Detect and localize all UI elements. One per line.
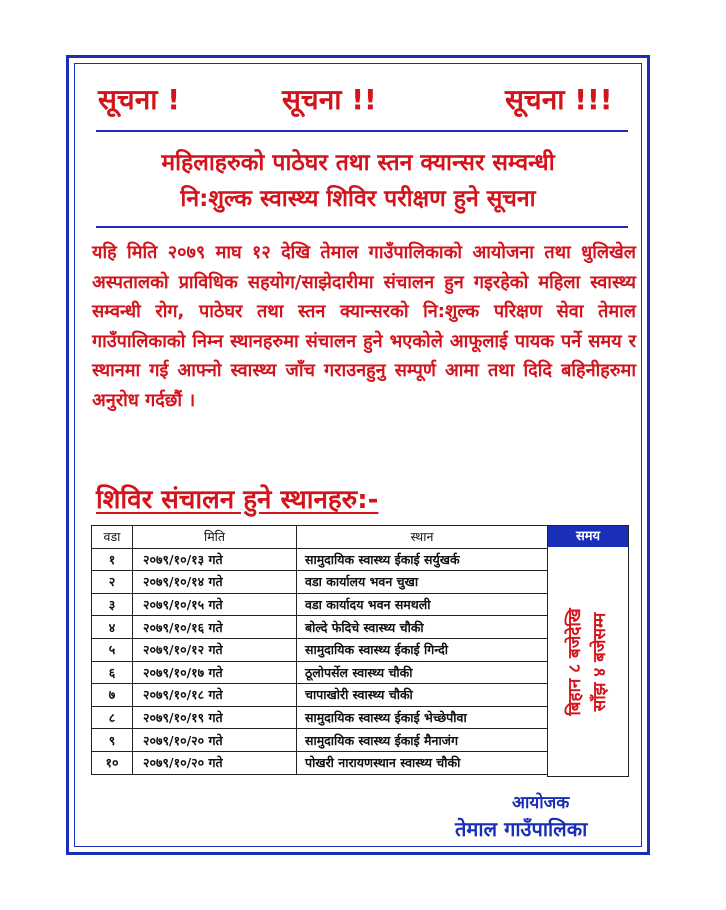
headline-notice-2: सूचना !! xyxy=(282,83,377,116)
table-row xyxy=(92,593,548,616)
place-cell: सामुदायिक स्वास्थ्य ईकाई भेच्छेपौवा xyxy=(297,706,548,729)
ward-cell: ३ xyxy=(92,593,133,616)
header-date: मिति xyxy=(133,526,297,549)
ward-cell: १ xyxy=(92,548,133,571)
place-cell: ठूलोपर्सेल स्वास्थ्य चौकी xyxy=(297,661,548,684)
header-time: समय xyxy=(548,526,628,547)
table-row xyxy=(92,706,548,729)
ward-cell: ८ xyxy=(92,706,133,729)
venues-heading: शिविर संचालन हुने स्थानहरु:- xyxy=(96,485,379,515)
ward-cell: ९ xyxy=(92,729,133,752)
subtitle-line-1: महिलाहरुको पाठेघर तथा स्तन क्यान्सर सम्वन्धी xyxy=(161,150,555,176)
time-text xyxy=(563,557,613,767)
schedule-table xyxy=(91,525,548,775)
date-cell: २०७९/१०/१७ गते xyxy=(133,661,297,684)
place-cell: सामुदायिक स्वास्थ्य ईकाई मैनाजंग xyxy=(297,729,548,752)
table-row xyxy=(92,751,548,774)
table-row xyxy=(92,548,548,571)
place-cell: वडा कार्यालय भवन चुखा xyxy=(297,571,548,594)
time-text-wrap xyxy=(548,548,628,776)
subtitle-line-2: नि:शुल्क स्वास्थ्य शिविर परीक्षण हुने सूचना xyxy=(180,186,536,212)
ward-cell: १० xyxy=(92,751,133,774)
date-cell: २०७९/१०/१५ गते xyxy=(133,593,297,616)
table-row xyxy=(92,616,548,639)
notice-body: यहि मिति २०७९ माघ १२ देखि तेमाल गाउँपालिकाको आयोजना तथा धुलिखेल अस्पतालको प्राविधिक सहयोग/साझेदारीमा संचालन हुन गइरहेको महिला स्वास्थ्य सम्वन्धी रोग, पाठेघर तथा स्तन क्यान्सरको नि:शुल्क परिक्षण सेवा तेमाल गाउँपालिकाको निम्न स्थानहरुमा संचालन हुने भएकोले आफूलाई पायक पर्ने समय र स्थानमा गई आफ्नो स्वास्थ्य जाँच गराउनहुनु सम्पूर्ण आमा तथा दिदि बहिनीहरुमा अनुरोध गर्दछौं । xyxy=(92,242,636,411)
place-cell: बोल्दे फेदिचे स्वास्थ्य चौकी xyxy=(297,616,548,639)
date-cell: २०७९/१०/२० गते xyxy=(133,729,297,752)
table-header-row xyxy=(92,526,548,549)
place-cell: पोखरी नारायणस्थान स्वास्थ्य चौकी xyxy=(297,751,548,774)
place-cell: चापाखोरी स्वास्थ्य चौकी xyxy=(297,684,548,707)
date-cell: २०७९/१०/१६ गते xyxy=(133,616,297,639)
divider-top xyxy=(96,130,628,132)
ward-cell: २ xyxy=(92,571,133,594)
time-column xyxy=(547,525,629,777)
time-end: साँझ ४ बजेसम्म xyxy=(590,612,610,712)
headline-notice-3: सूचना !!! xyxy=(505,83,613,116)
ward-cell: ४ xyxy=(92,616,133,639)
headline-notice-1: सूचना ! xyxy=(98,83,181,116)
organizer-name: तेमाल गाउँपालिका xyxy=(455,817,588,841)
ward-cell: ६ xyxy=(92,661,133,684)
date-cell: २०७९/१०/१९ गते xyxy=(133,706,297,729)
header-place: स्थान xyxy=(297,526,548,549)
ward-cell: ५ xyxy=(92,638,133,661)
date-cell: २०७९/१०/१३ गते xyxy=(133,548,297,571)
date-cell: २०७९/१०/१४ गते xyxy=(133,571,297,594)
divider-bottom xyxy=(96,226,628,228)
time-start: बिहान ८ बजेदेखि xyxy=(565,608,585,716)
table-row xyxy=(92,571,548,594)
date-cell: २०७९/१०/२० गते xyxy=(133,751,297,774)
table-row xyxy=(92,684,548,707)
place-cell: वडा कार्यादय भवन समथली xyxy=(297,593,548,616)
place-cell: सामुदायिक स्वास्थ्य ईकाई सर्युखर्क xyxy=(297,548,548,571)
organizer-label: आयोजक xyxy=(512,793,570,813)
place-cell: सामुदायिक स्वास्थ्य ईकाई गिन्दी xyxy=(297,638,548,661)
date-cell: २०७९/१०/१२ गते xyxy=(133,638,297,661)
table-row xyxy=(92,729,548,752)
date-cell: २०७९/१०/१८ गते xyxy=(133,684,297,707)
table-row xyxy=(92,661,548,684)
table-row xyxy=(92,638,548,661)
header-ward: वडा xyxy=(92,526,133,549)
ward-cell: ७ xyxy=(92,684,133,707)
